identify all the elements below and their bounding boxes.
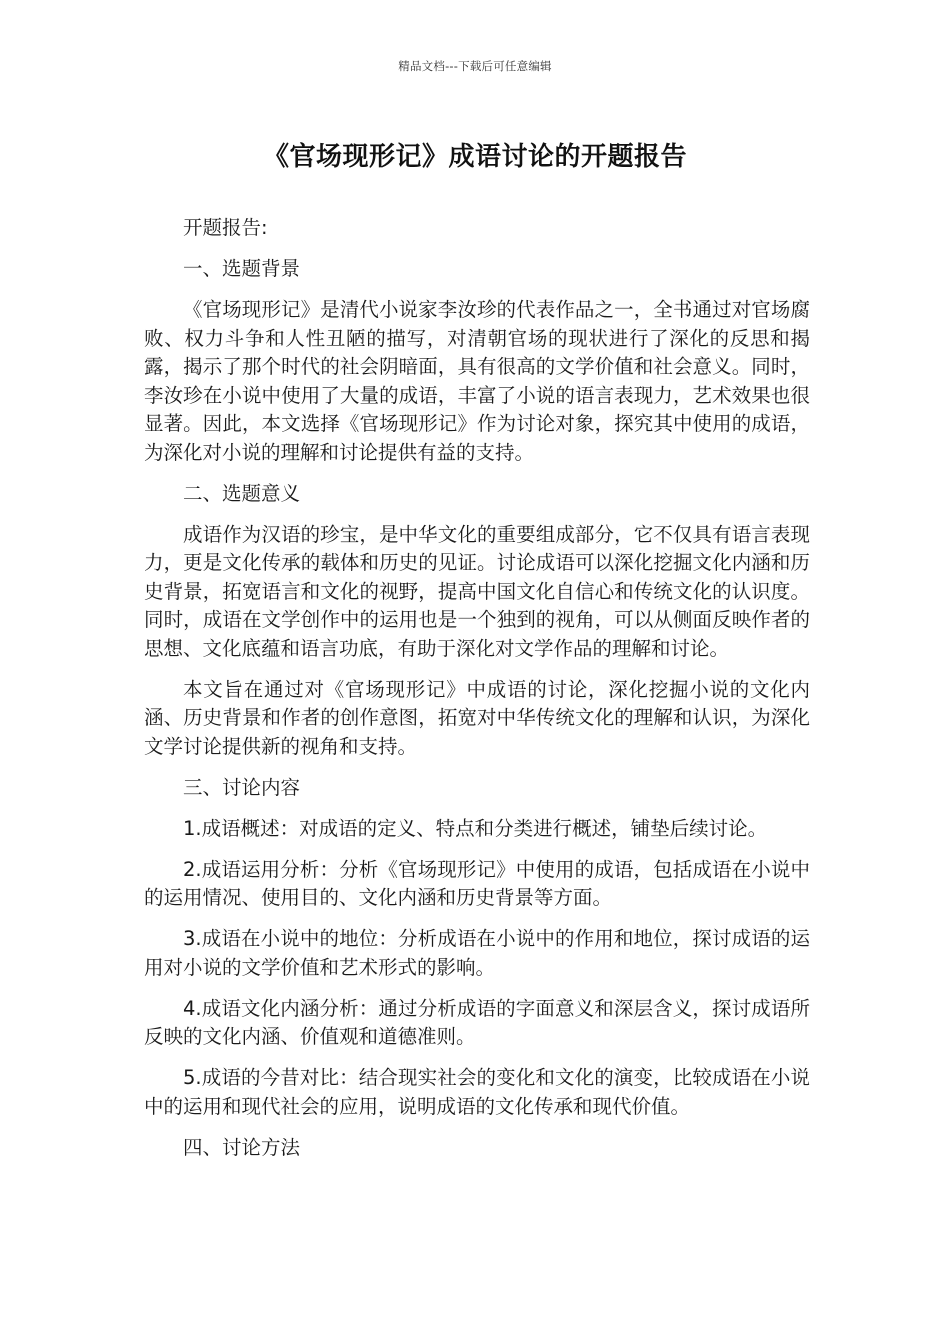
content-item-3: 3.成语在小说中的地位：分析成语在小说中的作用和地位，探讨成语的运用对小说的文学价值和艺术形式的影响。 (144, 927, 810, 979)
document-body (144, 214, 810, 1175)
section-paragraph-significance-2: 本文旨在通过对《官场现形记》中成语的讨论，深化挖掘小说的文化内涵、历史背景和作者的创作意图，拓宽对中华传统文化的理解和认识，为深化文学讨论提供新的视角和支持。 (144, 677, 810, 758)
section-paragraph-significance-1: 成语作为汉语的珍宝，是中华文化的重要组成部分，它不仅具有语言表现力，更是文化传承的载体和历史的见证。讨论成语可以深化挖掘文化内涵和历史背景，拓宽语言和文化的视野，提高中国文化自信心和传统文化的认识度。同时，成语在文学创作中的运用也是一个独到的视角，可以从侧面反映作者的思想、文化底蕴和语言功底，有助于深化对文学作品的理解和讨论。 (144, 522, 810, 660)
content-item-2: 2.成语运用分析：分析《官场现形记》中使用的成语，包括成语在小说中的运用情况、使用目的、文化内涵和历史背景等方面。 (144, 857, 810, 909)
document-title: 《官场现形记》成语讨论的开题报告 (262, 142, 687, 172)
section-heading-content: 三、讨论内容 (183, 775, 301, 799)
intro-label: 开题报告: (183, 216, 268, 239)
section-heading-method: 四、讨论方法 (183, 1135, 301, 1159)
section-paragraph-background: 《官场现形记》是清代小说家李汝珍的代表作品之一，全书通过对官场腐败、权力斗争和人性丑陋的描写，对清朝官场的现状进行了深化的反思和揭露，揭示了那个时代的社会阴暗面，具有很高的文学价值和社会意义。同时，李汝珍在小说中使用了大量的成语，丰富了小说的语言表现力，艺术效果也很显著。因此，本文选择《官场现形记》作为讨论对象，探究其中使用的成语，为深化对小说的理解和讨论提供有益的支持。 (144, 298, 810, 464)
section-heading-background: 一、选题背景 (183, 257, 301, 280)
content-item-4: 4.成语文化内涵分析：通过分析成语的字面意义和深层含义，探讨成语所反映的文化内涵、价值观和道德准则。 (144, 996, 810, 1048)
content-item-5: 5.成语的今昔对比：结合现实社会的变化和文化的演变，比较成语在小说中的运用和现代社会的应用，说明成语的文化传承和现代价值。 (144, 1066, 810, 1118)
section-heading-significance: 二、选题意义 (183, 481, 301, 505)
page-header-watermark: 精品文档---下载后可任意编辑 (398, 59, 552, 73)
content-item-1: 1.成语概述：对成语的定义、特点和分类进行概述，铺垫后续讨论。 (183, 816, 768, 840)
